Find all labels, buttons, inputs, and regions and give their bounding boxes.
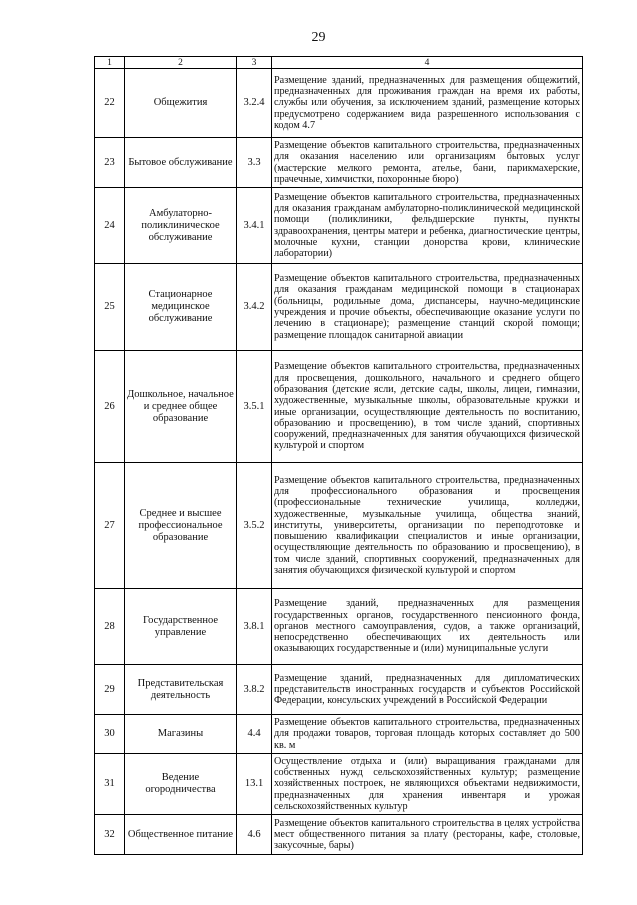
row-number: 25 xyxy=(95,264,125,351)
use-type-description: Размещение объектов капитального строительства, предназначенных для оказания гражданам медицинской помощи в стационарах (больницы, родильные дома, диспансеры, научно-медицинские учреждения и прочие объекты, обеспечивающие оказание услуги по лечению в стационаре); размещение станций скорой помощи; размещение площадок санитарной авиации xyxy=(272,264,583,351)
use-type-code: 4.4 xyxy=(237,715,272,754)
use-type-description: Осуществление отдыха и (или) выращивания гражданами для собственных нужд сельскохозяйственных культур; размещение хозяйственных построек, не являющихся объектами недвижимости, предназначенных для хранения инвентаря и урожая сельскохозяйственных культур xyxy=(272,754,583,815)
use-type-code: 3.8.2 xyxy=(237,665,272,715)
table-row xyxy=(95,463,583,589)
row-number: 29 xyxy=(95,665,125,715)
use-type-description: Размещение объектов капитального строительства, предназначенных для продажи товаров, торговая площадь которых составляет до 500 кв. м xyxy=(272,715,583,754)
use-type-description: Размещение зданий, предназначенных для дипломатических представительств иностранных государств и субъектов Российской Федерации, консульских учреждений в Российской Федерации xyxy=(272,665,583,715)
table-row xyxy=(95,264,583,351)
use-type-name: Ведение огородничества xyxy=(125,754,237,815)
use-type-description: Размещение зданий, предназначенных для размещения общежитий, предназначенных для проживания граждан на время их работы, службы или обучения, за исключением зданий, размещение которых предусмотрено содержанием вида разрешенного использования с кодом 4.7 xyxy=(272,69,583,138)
table-row xyxy=(95,754,583,815)
use-type-code: 3.5.2 xyxy=(237,463,272,589)
use-type-code: 3.4.2 xyxy=(237,264,272,351)
table-row xyxy=(95,715,583,754)
use-type-name: Общежития xyxy=(125,69,237,138)
row-number: 26 xyxy=(95,351,125,463)
row-number: 22 xyxy=(95,69,125,138)
land-use-table xyxy=(94,56,583,855)
use-type-name: Стационарное медицинское обслуживание xyxy=(125,264,237,351)
use-type-name: Представительская деятельность xyxy=(125,665,237,715)
use-type-description: Размещение объектов капитального строительства, предназначенных для просвещения, дошкольного, начального и среднего общего образования (детские ясли, детские сады, школы, лицеи, гимназии, художественные, музыкальные школы, образовательные кружки и иные организации, осуществляющие деятельность по воспитанию, образованию и просвещению), в том числе зданий, спортивных сооружений, предназначенных для занятия обучающихся физической культурой и спортом xyxy=(272,351,583,463)
header-cell-3: 3 xyxy=(237,57,272,69)
use-type-code: 3.3 xyxy=(237,138,272,188)
use-type-code: 3.5.1 xyxy=(237,351,272,463)
use-type-description: Размещение объектов капитального строительства, предназначенных для оказания гражданам амбулаторно-поликлинической медицинской помощи (поликлиники, фельдшерские пункты, пункты здравоохранения, центры матери и ребенка, диагностические центры, молочные кухни, станции донорства крови, клинические лаборатории) xyxy=(272,188,583,264)
table-row xyxy=(95,188,583,264)
use-type-code: 4.6 xyxy=(237,815,272,855)
row-number: 31 xyxy=(95,754,125,815)
table-row xyxy=(95,665,583,715)
use-type-name: Магазины xyxy=(125,715,237,754)
table-row xyxy=(95,69,583,138)
use-type-name: Амбулаторно-поликлиническое обслуживание xyxy=(125,188,237,264)
row-number: 23 xyxy=(95,138,125,188)
row-number: 27 xyxy=(95,463,125,589)
header-cell-4: 4 xyxy=(272,57,583,69)
use-type-code: 13.1 xyxy=(237,754,272,815)
table-row xyxy=(95,815,583,855)
use-type-code: 3.4.1 xyxy=(237,188,272,264)
use-type-description: Размещение зданий, предназначенных для размещения государственных органов, государственного пенсионного фонда, органов местного самоуправления, судов, а также организаций, непосредственно обеспечивающих их деятельность или оказывающих государственные и (или) муниципальные услуги xyxy=(272,589,583,665)
header-cell-2: 2 xyxy=(125,57,237,69)
use-type-code: 3.2.4 xyxy=(237,69,272,138)
use-type-name: Государственное управление xyxy=(125,589,237,665)
header-cell-1: 1 xyxy=(95,57,125,69)
row-number: 32 xyxy=(95,815,125,855)
use-type-name: Дошкольное, начальное и среднее общее образование xyxy=(125,351,237,463)
use-type-name: Бытовое обслуживание xyxy=(125,138,237,188)
use-type-description: Размещение объектов капитального строительства, предназначенных для оказания населению или организациям бытовых услуг (мастерские мелкого ремонта, ателье, бани, парикмахерские, прачечные, химчистки, похоронные бюро) xyxy=(272,138,583,188)
use-type-code: 3.8.1 xyxy=(237,589,272,665)
use-type-name: Среднее и высшее профессиональное образование xyxy=(125,463,237,589)
use-type-description: Размещение объектов капитального строительства в целях устройства мест общественного питания за плату (рестораны, кафе, столовые, закусочные, бары) xyxy=(272,815,583,855)
page-number: 29 xyxy=(311,30,326,45)
table-row xyxy=(95,589,583,665)
use-type-description: Размещение объектов капитального строительства, предназначенных для профессионального образования и просвещения (профессиональные технические училища, колледжи, художественные, музыкальные училища, общества знаний, институты, университеты, организации по переподготовке и повышению квалификации специалистов и иные организации, осуществляющие деятельность по образованию и просвещению), в том числе зданий, спортивных сооружений, предназначенных для занятия обучающихся физической культурой и спортом xyxy=(272,463,583,589)
table-row xyxy=(95,138,583,188)
table-header-row xyxy=(95,57,583,69)
table-row xyxy=(95,351,583,463)
row-number: 30 xyxy=(95,715,125,754)
row-number: 24 xyxy=(95,188,125,264)
use-type-name: Общественное питание xyxy=(125,815,237,855)
row-number: 28 xyxy=(95,589,125,665)
